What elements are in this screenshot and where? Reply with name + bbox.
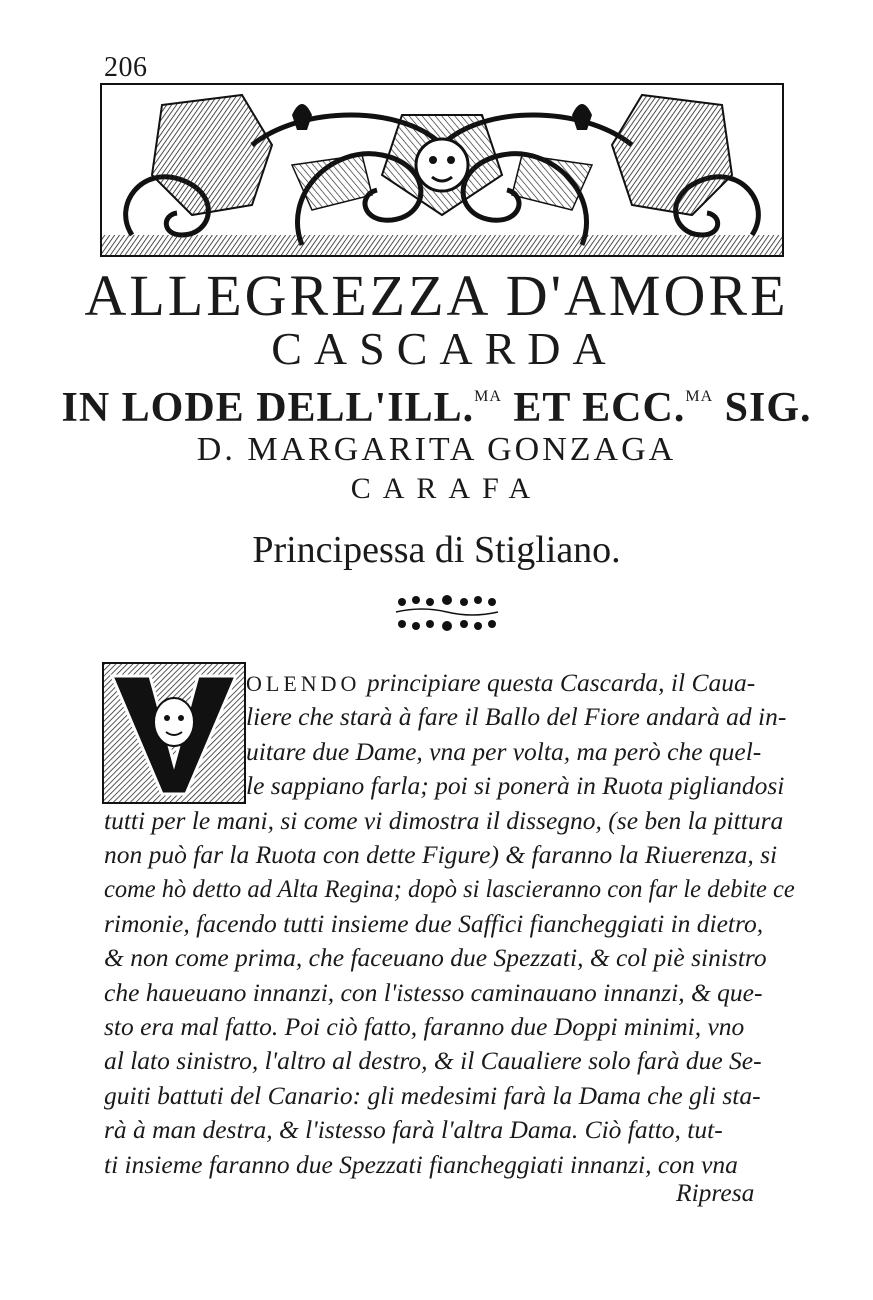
title-line-3: IN LODE DELL'ILL.$^{MA}$ ET ECC.$^{MA}$ SIG. bbox=[61, 385, 812, 431]
text-line-6: non può far la Ruota con dette Figure) & faranno la Riuerenza, si bbox=[104, 840, 778, 869]
title-line-6: Principessa di Stigliano. bbox=[252, 529, 621, 571]
text-line-14: rà à man destra, & l'istesso farà l'altra Dama. Ciò fatto, tut- bbox=[104, 1115, 723, 1144]
decorated-initial-v bbox=[102, 662, 246, 804]
text-line-15: ti insieme faranno due Spezzati fiancheggiati innanzi, con vna bbox=[104, 1150, 738, 1179]
text-line-5: tutti per le mani, si come vi dimostra il dissegno, (se ben la pittura bbox=[104, 806, 784, 835]
title-line-5: CARAFA bbox=[350, 472, 543, 505]
text-line-8: rimonie, facendo tutti insieme due Saffici fiancheggiati in dietro, bbox=[104, 909, 764, 938]
text-line-9: & non come prima, che faceuano due Spezzati, & col piè sinistro bbox=[104, 943, 767, 972]
text-line-3: uitare due Dame, vna per volta, ma però che quel- bbox=[246, 737, 762, 766]
page-number: 206 bbox=[104, 52, 148, 83]
text-line-2: liere che starà à fare il Ballo del Fiore andarà ad in- bbox=[246, 702, 787, 731]
title-line-1: ALLEGREZZA D'AMORE bbox=[84, 263, 789, 328]
title-line-2: CASCARDA bbox=[271, 323, 618, 374]
fleuron-ornament bbox=[392, 592, 502, 634]
woodcut-headpiece bbox=[100, 83, 784, 257]
text-line-12: al lato sinistro, l'altro al destro, & il Caualiere solo farà due Se- bbox=[104, 1046, 762, 1075]
text-line-11: sto era mal fatto. Poi ciò fatto, faranno due Doppi minimi, vno bbox=[104, 1012, 745, 1041]
catchword: Ripresa bbox=[676, 1178, 755, 1207]
text-line-7: come hò detto ad Alta Regina; dopò si lascieranno con far le debite ce bbox=[104, 874, 795, 903]
text-line-1: OLENDO principiare questa Cascarda, il Caua- bbox=[246, 668, 756, 697]
text-line-10: che haueuano innanzi, con l'istesso caminauano innanzi, & que- bbox=[104, 978, 763, 1007]
opening-word: OLENDO bbox=[246, 671, 361, 696]
text-line-4: le sappiano farla; poi si ponerà in Ruota pigliandosi bbox=[246, 771, 785, 800]
title-line-4: D. MARGARITA GONZAGA bbox=[196, 431, 677, 468]
text-line-13: guiti battuti del Canario: gli medesimi farà la Dama che gli sta- bbox=[104, 1081, 761, 1110]
